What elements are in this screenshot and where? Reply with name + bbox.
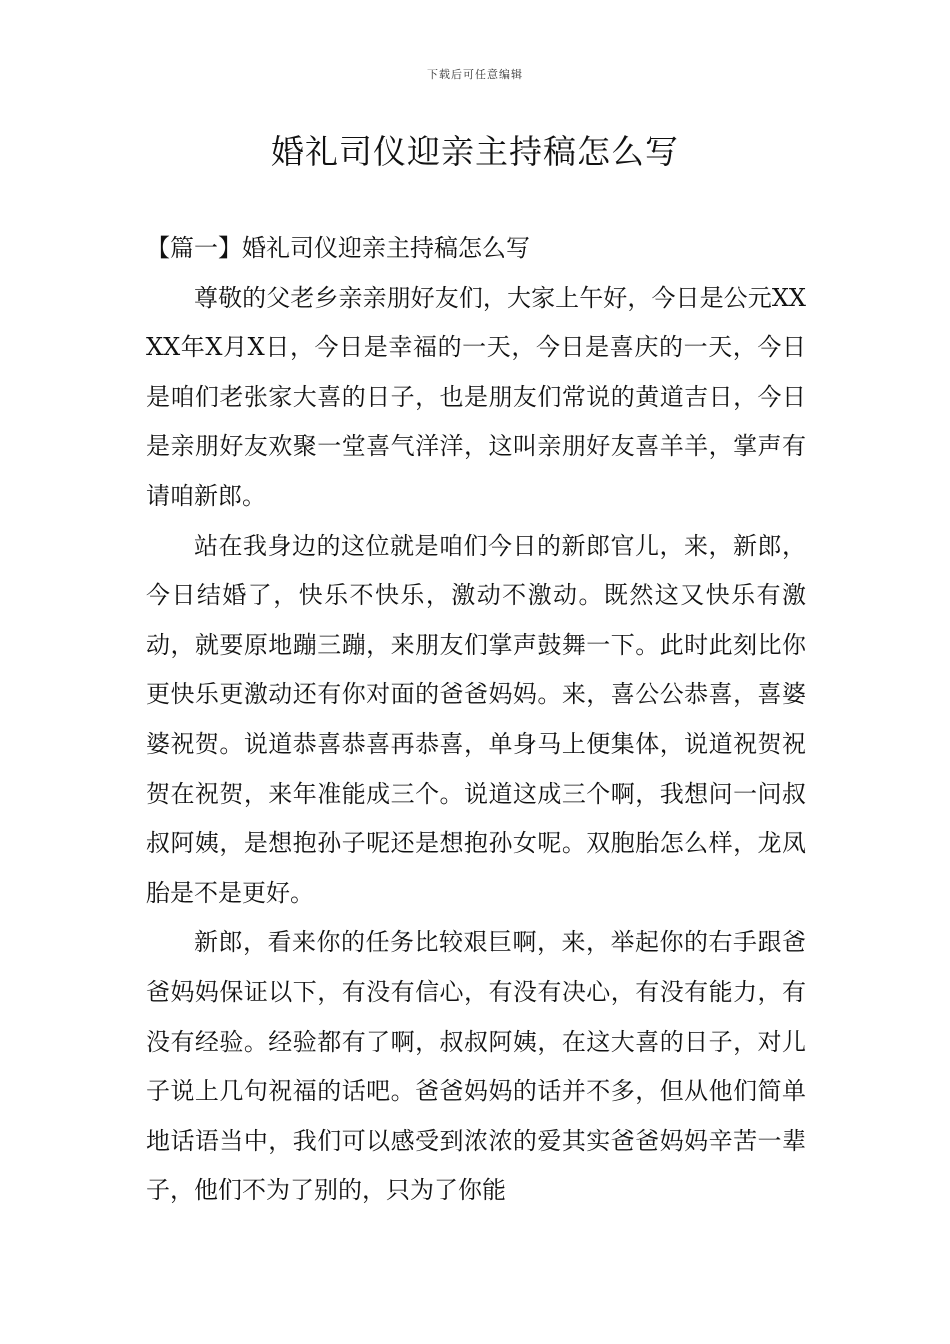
document-body <box>146 224 806 1216</box>
paragraph: 站在我身边的这位就是咱们今日的新郎官儿，来，新郎，今日结婚了，快乐不快乐，激动不激动。既然这又快乐有激动，就要原地蹦三蹦，来朋友们掌声鼓舞一下。此时此刻比你更快乐更激动还有你对面的爸爸妈妈。来，喜公公恭喜，喜婆婆祝贺。说道恭喜恭喜再恭喜，单身马上便集体，说道祝贺祝贺在祝贺，来年准能成三个。说道这成三个啊，我想问一问叔叔阿姨，是想抱孙子呢还是想抱孙女呢。双胞胎怎么样，龙凤胎是不是更好。 <box>146 531 806 907</box>
paragraph: 新郎，看来你的任务比较艰巨啊，来，举起你的右手跟爸爸妈妈保证以下，有没有信心，有没有决心，有没有能力，有没有经验。经验都有了啊，叔叔阿姨，在这大喜的日子，对儿子说上几句祝福的话吧。爸爸妈妈的话并不多，但从他们简单地话语当中，我们可以感受到浓浓的爱其实爸爸妈妈辛苦一辈子，他们不为了别的，只为了你能 <box>146 928 806 1205</box>
paragraph: 尊敬的父老乡亲亲朋好友们，大家上午好，今日是公元XXXX年X月X日，今日是幸福的一天，今日是喜庆的一天，今日是咱们老张家大喜的日子，也是朋友们常说的黄道吉日，今日是亲朋好友欢聚一堂喜气洋洋，这叫亲朋好友喜羊羊，掌声有请咱新郎。 <box>146 283 806 510</box>
section-heading: 【篇一】婚礼司仪迎亲主持稿怎么写 <box>146 234 530 262</box>
document-title: 婚礼司仪迎亲主持稿怎么写 <box>271 132 679 171</box>
header-note: 下载后可任意编辑 <box>427 68 523 81</box>
